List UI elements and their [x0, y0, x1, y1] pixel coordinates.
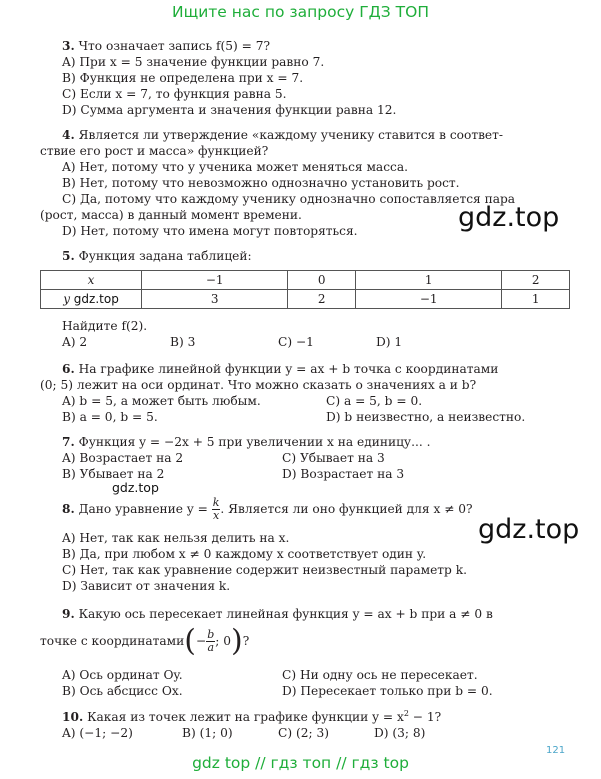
answer-option: B) Нет, потому что невозможно однозначно установить рост. — [62, 176, 460, 190]
question-10 — [62, 709, 572, 725]
question-text: (0; 5) лежит на оси ординат. Что можно сказать о значениях a и b? — [40, 378, 477, 392]
table-cell: 1 — [355, 271, 501, 290]
function-table — [40, 270, 570, 309]
bottom-banner: gdz top // гдз топ // гдз top — [192, 754, 409, 772]
question-text: Функция y = −2x + 5 при увеличении x на единицу... . — [78, 435, 431, 449]
question-text: Какую ось пересекает линейная функция y = ax + b при a ≠ 0 в — [78, 607, 493, 621]
watermark: gdz.top — [73, 292, 119, 306]
answer-option: D) 1 — [376, 335, 403, 349]
question-number: 10. — [62, 710, 84, 724]
answer-option: D) Нет, потому что имена могут повторяться. — [62, 224, 358, 238]
answer-option: B) Функция не определена при x = 7. — [62, 71, 304, 85]
answer-option: A) b = 5, a может быть любым. — [62, 394, 261, 408]
answer-option: A) Ось ординат Oy. — [62, 668, 183, 682]
table-cell: −1 — [355, 290, 501, 309]
question-text: На графике линейной функции y = ax + b точка с координатами — [78, 362, 499, 376]
answer-option: A) Нет, потому что у ученика может меняться масса. — [62, 160, 408, 174]
question-5 — [62, 248, 572, 264]
page-number: 121 — [546, 745, 566, 756]
watermark: gdz.top — [112, 480, 159, 495]
fraction-k-over-x: $\frac{k}{x}$ — [212, 496, 220, 522]
answer-option: A) (−1; −2) — [62, 726, 133, 740]
question-text: − 1? — [408, 710, 442, 724]
question-text: Является ли утверждение «каждому ученику ставится в соответ- — [78, 128, 504, 142]
answer-option: B) Убывает на 2 — [62, 467, 165, 481]
answer-option: C) a = 5, b = 0. — [326, 394, 423, 408]
table-row — [41, 271, 570, 290]
answer-option: B) a = 0, b = 5. — [62, 410, 158, 424]
question-text: Что означает запись f(5) = 7? — [78, 39, 271, 53]
answer-option: C) Да, потому что каждому ученику однозначно сопоставляется пара — [62, 192, 516, 206]
answer-option: B) (1; 0) — [182, 726, 233, 740]
answer-option: C) Ни одну ось не пересекает. — [282, 668, 478, 682]
table-cell: y gdz.top — [41, 290, 142, 309]
question-number: 6. — [62, 362, 75, 376]
exponent: 2 — [403, 708, 409, 718]
top-banner: Ищите нас по запросу ГДЗ ТОП — [172, 3, 429, 21]
question-3 — [62, 38, 572, 54]
fraction-b-over-a: $\frac{b}{a}$ — [207, 628, 215, 654]
answer-option: C) Убывает на 3 — [282, 451, 385, 465]
answer-option: D) b неизвестно, a неизвестно. — [326, 410, 526, 424]
answer-option: B) Ось абсцисс Ox. — [62, 684, 183, 698]
answer-option: D) Зависит от значения k. — [62, 579, 231, 593]
answer-option: A) Возрастает на 2 — [62, 451, 184, 465]
question-text: точке с координатами(− $\frac{b}{a}$ ; 0)? — [40, 623, 250, 659]
answer-option: D) Сумма аргумента и значения функции равна 12. — [62, 103, 397, 117]
question-text: . Является ли оно функцией для x ≠ 0? — [220, 502, 473, 516]
question-text: Функция задана таблицей: — [78, 249, 252, 263]
question-6 — [62, 361, 572, 377]
answer-option: C) Если x = 7, то функция равна 5. — [62, 87, 287, 101]
question-text: Дано уравнение y = — [78, 502, 208, 516]
answer-option: A) Нет, так как нельзя делить на x. — [62, 531, 290, 545]
answer-option: A) При x = 5 значение функции равно 7. — [62, 55, 325, 69]
table-cell: x — [41, 271, 142, 290]
question-text: Найдите f(2). — [62, 319, 148, 333]
answer-option: C) Нет, так как уравнение содержит неизвестный параметр k. — [62, 563, 467, 577]
answer-option: C) (2; 3) — [278, 726, 329, 740]
question-number: 8. — [62, 502, 75, 516]
table-cell: 1 — [502, 290, 570, 309]
answer-option: C) −1 — [278, 335, 314, 349]
question-number: 4. — [62, 128, 75, 142]
table-cell: 2 — [502, 271, 570, 290]
question-4 — [62, 127, 572, 143]
watermark: gdz.top — [458, 202, 560, 233]
answer-option: A) 2 — [62, 335, 88, 349]
table-cell: 2 — [288, 290, 356, 309]
answer-option-continuation: (рост, масса) в данный момент времени. — [40, 208, 302, 222]
answer-option: D) Пересекает только при b = 0. — [282, 684, 493, 698]
question-text: Какая из точек лежит на графике функции y = x — [87, 710, 404, 724]
watermark: gdz.top — [478, 514, 580, 545]
question-number: 9. — [62, 607, 75, 621]
table-cell: 0 — [288, 271, 356, 290]
answer-option: B) Да, при любом x ≠ 0 каждому x соответствует один y. — [62, 547, 427, 561]
question-7 — [62, 434, 572, 450]
question-text: ствие его рост и масса» функцией? — [40, 144, 269, 158]
answer-option: D) Возрастает на 3 — [282, 467, 405, 481]
question-number: 3. — [62, 39, 75, 53]
answer-option: B) 3 — [170, 335, 196, 349]
table-cell: −1 — [142, 271, 288, 290]
question-9 — [62, 606, 572, 622]
question-number: 5. — [62, 249, 75, 263]
answer-option: D) (3; 8) — [374, 726, 426, 740]
question-number: 7. — [62, 435, 75, 449]
table-cell: 3 — [142, 290, 288, 309]
table-row — [41, 290, 570, 309]
